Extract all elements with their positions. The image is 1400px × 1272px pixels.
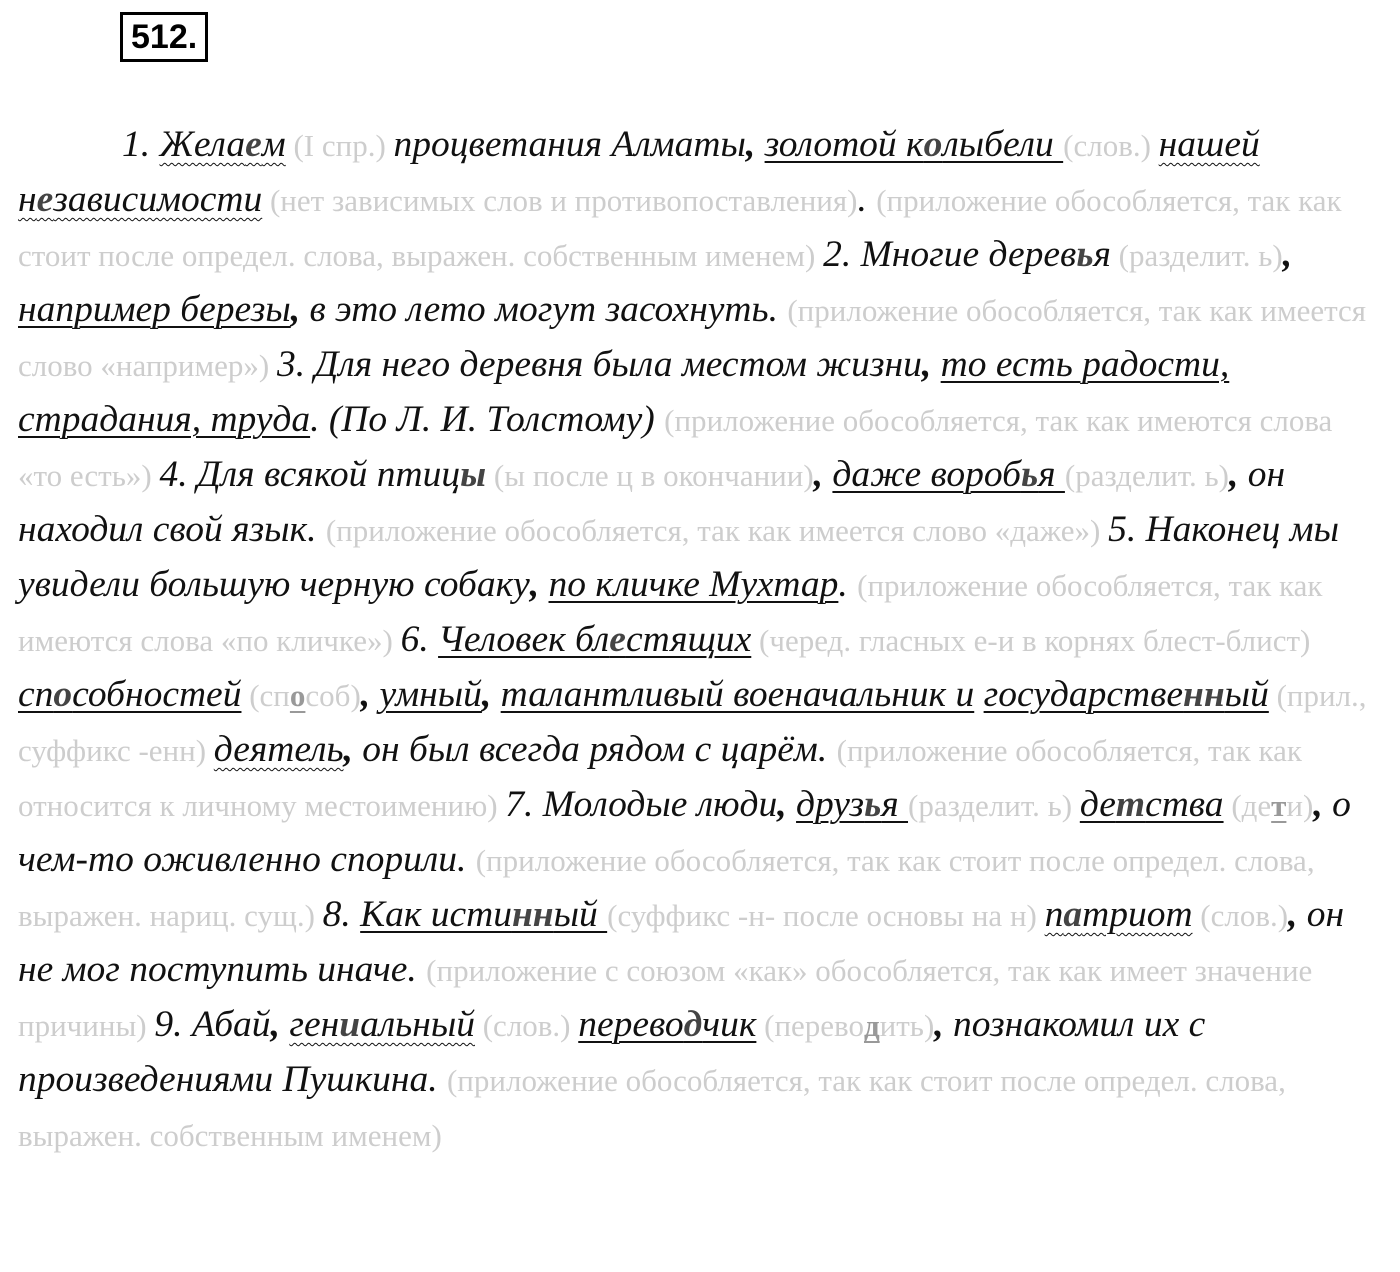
note: (слов.) bbox=[474, 1008, 579, 1043]
note: (приложение обособляется, так как имеется слово «даже») bbox=[325, 513, 1109, 548]
sentence-1: 1. Желаем (I спр.) процветания Алматы, золотой колыбели (слов.) нашей независимости (нет зависимых слов и противопоставления). (приложение обособляется, так как стоит после определ. слова, выражен. собственным именем) bbox=[18, 124, 1342, 273]
note: (прил., суффикс -енн) bbox=[18, 678, 1367, 768]
note: (приложение обособляется, так как имеются слова «то есть») bbox=[18, 403, 1333, 493]
note: (нет зависимых слов и противопоставления) bbox=[262, 183, 858, 218]
sentence-6: 6. Человек блестящих (черед. гласных е-и в корнях блест-блист) способностей (способ), умный, талантливый военачальник и государственный (прил., суффикс -енн) деятель, он был всегда рядом с царём. (приложение обособляется, так как относится к личному местоимению) bbox=[18, 619, 1367, 823]
sentence-9: 9. Абай, гениальный (слов.) переводчик (переводить), познакомил их с произведениями Пушкина. (приложение обособляется, так как стоит после определ. слова, выражен. собственным именем) bbox=[18, 1004, 1286, 1153]
note: (суффикс -н- после основы на н) bbox=[607, 898, 1045, 933]
exercise-number: 512. bbox=[120, 12, 208, 62]
sentence-3: 3. Для него деревня была местом жизни, то есть радости, страдания, труда. (По Л. И. Толстому) (приложение обособляется, так как имеются слова «то есть») bbox=[18, 344, 1333, 493]
sentence-2: 2. Многие деревья (разделит. ь), например березы, в это лето могут засохнуть. (приложение обособляется, так как имеется слово «например») bbox=[18, 234, 1367, 383]
note: (I спр.) bbox=[285, 128, 394, 163]
note: (способ) bbox=[241, 678, 361, 713]
note: (разделит. ь) bbox=[908, 788, 1080, 823]
note: (переводить) bbox=[756, 1008, 935, 1043]
note: (черед. гласных е-и в корнях блест-блист) bbox=[751, 623, 1311, 658]
note: (приложение обособляется, так как имеются слова «по кличке») bbox=[18, 568, 1323, 658]
sentence-4: 4. Для всякой птицы (ы после ц в окончании), даже воробья (разделит. ь), он находил свой язык. (приложение обособляется, так как имеется слово «даже») bbox=[18, 454, 1286, 550]
note: (разделит. ь) bbox=[1064, 458, 1229, 493]
sentence-5: 5. Наконец мы увидели большую черную собаку, по кличке Мухтар. (приложение обособляется, так как имеются слова «по кличке») bbox=[18, 509, 1339, 658]
note: (дети) bbox=[1223, 788, 1314, 823]
note: (разделит. ь) bbox=[1110, 238, 1283, 273]
sentence-8: 8. Как истинный (суффикс -н- после основы на н) патриот (слов.), он не мог поступить иначе. (приложение с союзом «как» обособляется, так как имеет значение причины) bbox=[18, 894, 1345, 1043]
exercise-text bbox=[18, 118, 1368, 1163]
note: (приложение с союзом «как» обособляется, так как имеет значение причины) bbox=[18, 953, 1313, 1043]
sentence-7: 7. Молодые люди, друзья (разделит. ь) детства (дети), о чем-то оживленно спорили. (приложение обособляется, так как стоит после определ. слова, выражен. нариц. сущ.) bbox=[18, 784, 1351, 933]
note: (слов.) bbox=[1192, 898, 1289, 933]
note: (приложение обособляется, так как имеется слово «например») bbox=[18, 293, 1367, 383]
note: (приложение обособляется, так как стоит после определ. слова, выражен. собственным именем) bbox=[18, 1063, 1286, 1153]
note: (приложение обособляется, так как относится к личному местоимению) bbox=[18, 733, 1302, 823]
note: (слов.) bbox=[1063, 128, 1159, 163]
note: (ы после ц в окончании) bbox=[486, 458, 814, 493]
note: (приложение обособляется, так как стоит после определ. слова, выражен. собственным именем) bbox=[18, 183, 1342, 273]
note: (приложение обособляется, так как стоит после определ. слова, выражен. нариц. сущ.) bbox=[18, 843, 1315, 933]
